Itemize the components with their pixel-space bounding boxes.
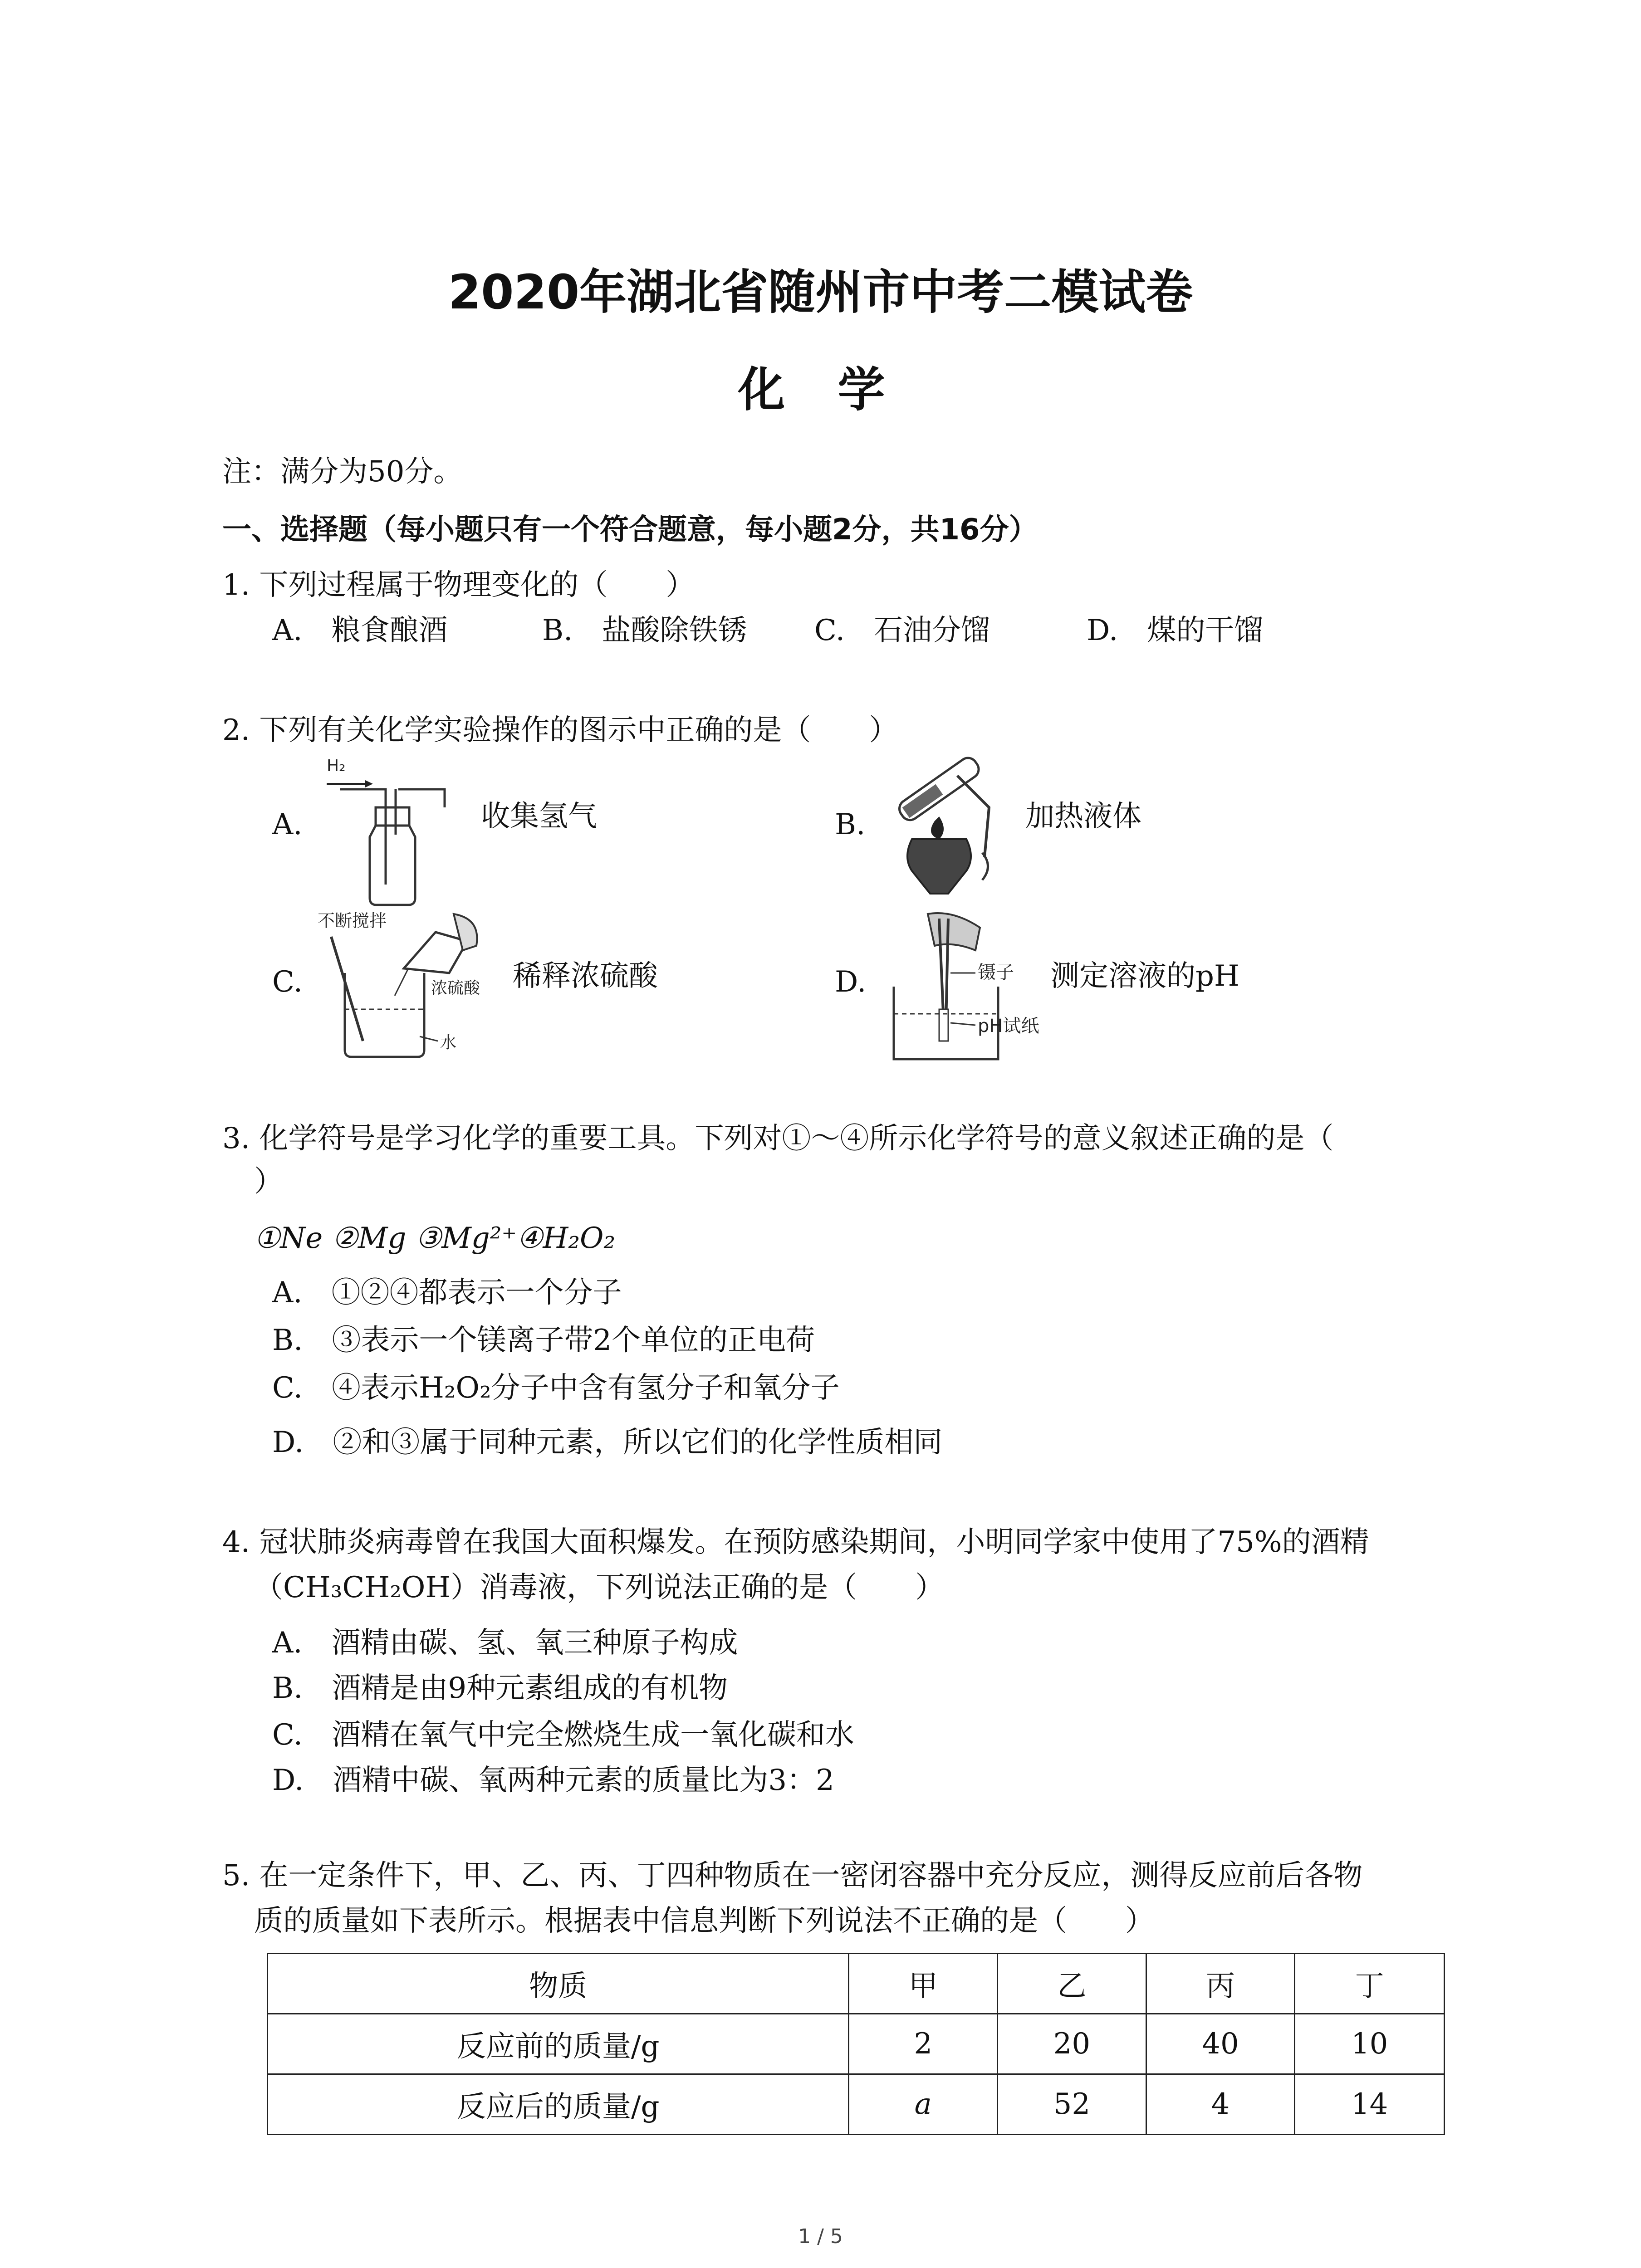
question-1-option-b: B. 盐酸除铁锈 — [542, 614, 747, 647]
heating-liquid-figure — [885, 748, 1021, 903]
question-2-option-c-letter: C. — [272, 965, 303, 999]
subject-title: 化 学 — [738, 362, 903, 417]
gas-bottle-figure — [318, 748, 467, 912]
question-3-option-a: A. ①②④都表示一个分子 — [272, 1276, 622, 1310]
question-2-option-d-letter: D. — [835, 965, 867, 999]
question-2-option-d-caption: 测定溶液的pH — [1050, 959, 1239, 993]
question-5-stem-line2: 质的质量如下表所示。根据表中信息判断下列说法不正确的是（ ） — [254, 1904, 1154, 1938]
table-header-cell: 物质 — [268, 1954, 849, 2014]
h2-label: H₂ — [327, 757, 346, 775]
table-cell: 2 — [849, 2014, 998, 2074]
question-2-option-b-letter: B. — [835, 808, 866, 841]
question-1-stem: 1. 下列过程属于物理变化的（ ） — [222, 568, 695, 602]
stir-label: 不断搅拌 — [318, 911, 387, 931]
table-header-cell: 丙 — [1146, 1954, 1295, 2014]
section-heading: 一、选择题（每小题只有一个符合题意，每小题2分，共16分） — [222, 513, 1038, 547]
acid-label: 浓硫酸 — [431, 979, 480, 997]
page-number: 1 / 5 — [798, 2225, 843, 2248]
symbol-1: ①Ne — [254, 1222, 323, 1255]
question-4-option-c: C. 酒精在氧气中完全燃烧生成一氧化碳和水 — [272, 1718, 855, 1752]
question-3-option-b: B. ③表示一个镁离子带2个单位的正电荷 — [272, 1324, 815, 1357]
tweezers-label: 镊子 — [978, 962, 1014, 983]
table-cell: 40 — [1146, 2014, 1295, 2074]
question-3-symbols — [254, 1220, 615, 1256]
question-2-option-a-caption: 收集氢气 — [481, 800, 597, 833]
question-3-option-c: C. ④表示H₂O₂分子中含有氢分子和氧分子 — [272, 1371, 840, 1405]
question-1-option-d: D. 煤的干馏 — [1087, 614, 1264, 647]
question-3-option-d: D. ②和③属于同种元素，所以它们的化学性质相同 — [272, 1426, 943, 1459]
dilution-figure — [318, 905, 517, 1064]
table-header-cell: 丁 — [1295, 1954, 1445, 2014]
table-cell: 14 — [1295, 2074, 1445, 2135]
question-4-option-a: A. 酒精由碳、氢、氧三种原子构成 — [272, 1626, 738, 1660]
question-4-stem-line2: （CH₃CH₂OH）消毒液，下列说法正确的是（ ） — [254, 1571, 945, 1604]
question-2-option-a-letter: A. — [272, 808, 303, 841]
mass-table — [267, 1953, 1445, 2135]
question-3-stem-line2: ） — [254, 1165, 283, 1198]
question-4-stem-line1: 4. 冠状肺炎病毒曾在我国大面积爆发。在预防感染期间，小明同学家中使用了75%的酒精 — [222, 1525, 1369, 1559]
table-header-cell: 乙 — [998, 1954, 1146, 2014]
table-cell: 10 — [1295, 2014, 1445, 2074]
page-title: 2020年湖北省随州市中考二模试卷 — [448, 264, 1193, 320]
table-cell: 52 — [998, 2074, 1146, 2135]
table-cell: 4 — [1146, 2074, 1295, 2135]
question-2-option-b-caption: 加热液体 — [1025, 800, 1141, 833]
table-header-row — [268, 1954, 1445, 2014]
table-cell: 反应后的质量/g — [268, 2074, 849, 2135]
water-label: 水 — [440, 1033, 457, 1052]
question-2-option-c-caption: 稀释浓硫酸 — [513, 959, 658, 993]
table-cell: 反应前的质量/g — [268, 2014, 849, 2074]
question-4-option-d: D. 酒精中碳、氧两种元素的质量比为3：2 — [272, 1764, 834, 1797]
symbol-2: ②Mg — [332, 1222, 407, 1255]
table-row — [268, 2074, 1445, 2135]
score-note: 注：满分为50分。 — [222, 455, 463, 489]
question-2-stem: 2. 下列有关化学实验操作的图示中正确的是（ ） — [222, 714, 898, 747]
table-row — [268, 2014, 1445, 2074]
question-5-stem-line1: 5. 在一定条件下，甲、乙、丙、丁四种物质在一密闭容器中充分反应，测得反应前后各物 — [222, 1859, 1363, 1892]
question-1-option-c: C. 石油分馏 — [814, 614, 990, 647]
table-cell: a — [849, 2074, 998, 2135]
symbol-3: ③Mg²⁺ — [415, 1222, 517, 1255]
question-3-stem-line1: 3. 化学符号是学习化学的重要工具。下列对①～④所示化学符号的意义叙述正确的是（ — [222, 1122, 1334, 1155]
question-1-option-a: A. 粮食酿酒 — [272, 614, 448, 647]
ph-paper-label: pH试纸 — [978, 1016, 1039, 1036]
table-header-cell: 甲 — [849, 1954, 998, 2014]
question-4-option-b: B. 酒精是由9种元素组成的有机物 — [272, 1672, 728, 1705]
table-cell: 20 — [998, 2014, 1146, 2074]
symbol-4: ④H₂O₂ — [517, 1222, 616, 1255]
